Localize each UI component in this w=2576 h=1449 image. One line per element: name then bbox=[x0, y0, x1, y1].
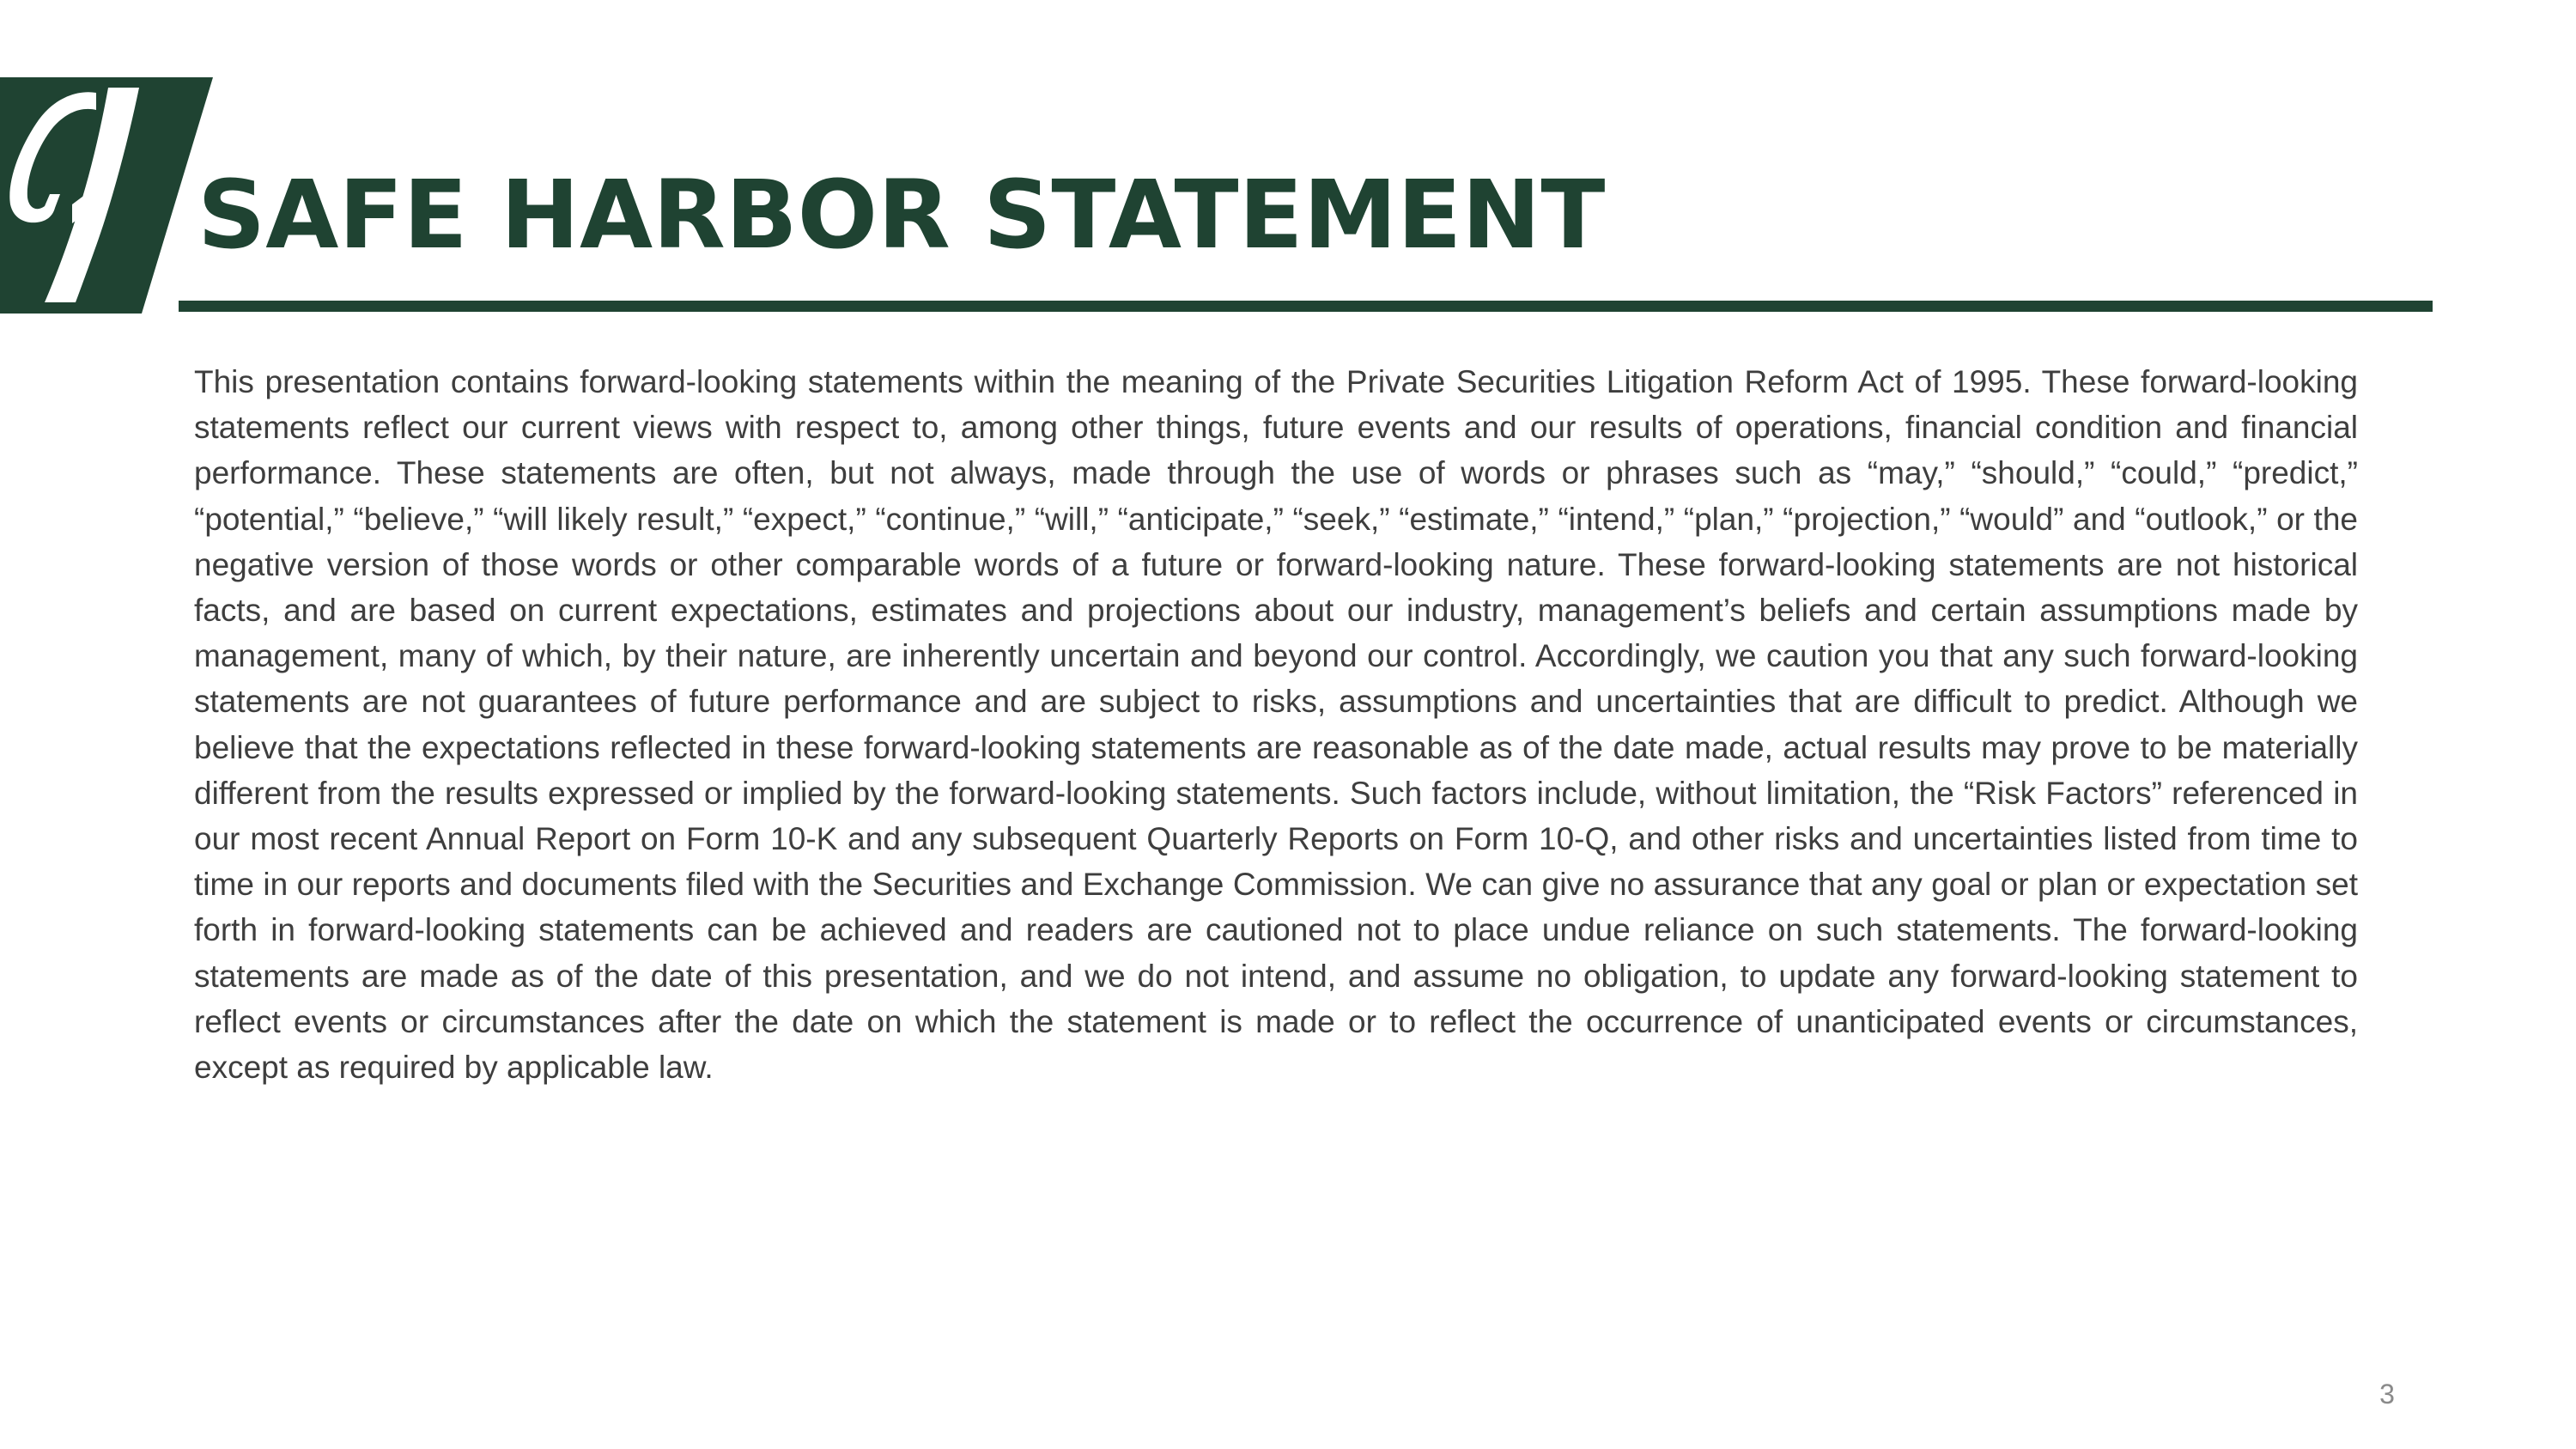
slide-title: SAFE HARBOR STATEMENT bbox=[197, 160, 1606, 270]
title-divider bbox=[179, 301, 2433, 312]
safe-harbor-body: This presentation contains forward-looking statements within the meaning of the Private Securities Litigation Reform Act of 1995. These forward-looking statements reflect our current views with respect to, among other things, future events and our results of operations, financial condition and financial performance. These statements are often, but not always, made through the use of words or phrases such as “may,” “should,” “could,” “predict,” “potential,” “believe,” “will likely result,” “expect,” “continue,” “will,” “anticipate,” “seek,” “estimate,” “intend,” “plan,” “projection,” “would” and “outlook,” or the negative version of those words or other comparable words of a future or forward-looking nature. These forward-looking statements are not historical facts, and are based on current expectations, estimates and projections about our industry, management’s beliefs and certain assumptions made by management, many of which, by their nature, are inherently uncertain and beyond our control. Accordingly, we caution you that any such forward-looking statements are not guarantees of future performance and are subject to risks, assumptions and uncertainties that are difficult to predict. Although we believe that the expectations reflected in these forward-looking statements are reasonable as of the date made, actual results may prove to be materially different from the results expressed or implied by the forward-looking statements. Such factors include, without limitation, the “Risk Factors” referenced in our most recent Annual Report on Form 10-K and any subsequent Quarterly Reports on Form 10-Q, and other risks and uncertainties listed from time to time in our reports and documents filed with the Securities and Exchange Commission. We can give no assurance that any goal or plan or expectation set forth in forward-looking statements can be achieved and readers are cautioned not to place undue reliance on such statements. The forward-looking statements are made as of the date of this presentation, and we do not intend, and assume no obligation, to update any forward-looking statement to reflect events or circumstances after the date on which the statement is made or to reflect the occurrence of unanticipated events or circumstances, except as required by applicable law. bbox=[194, 364, 2358, 1086]
company-logo-icon bbox=[0, 77, 215, 314]
page-number: 3 bbox=[2379, 1379, 2395, 1409]
